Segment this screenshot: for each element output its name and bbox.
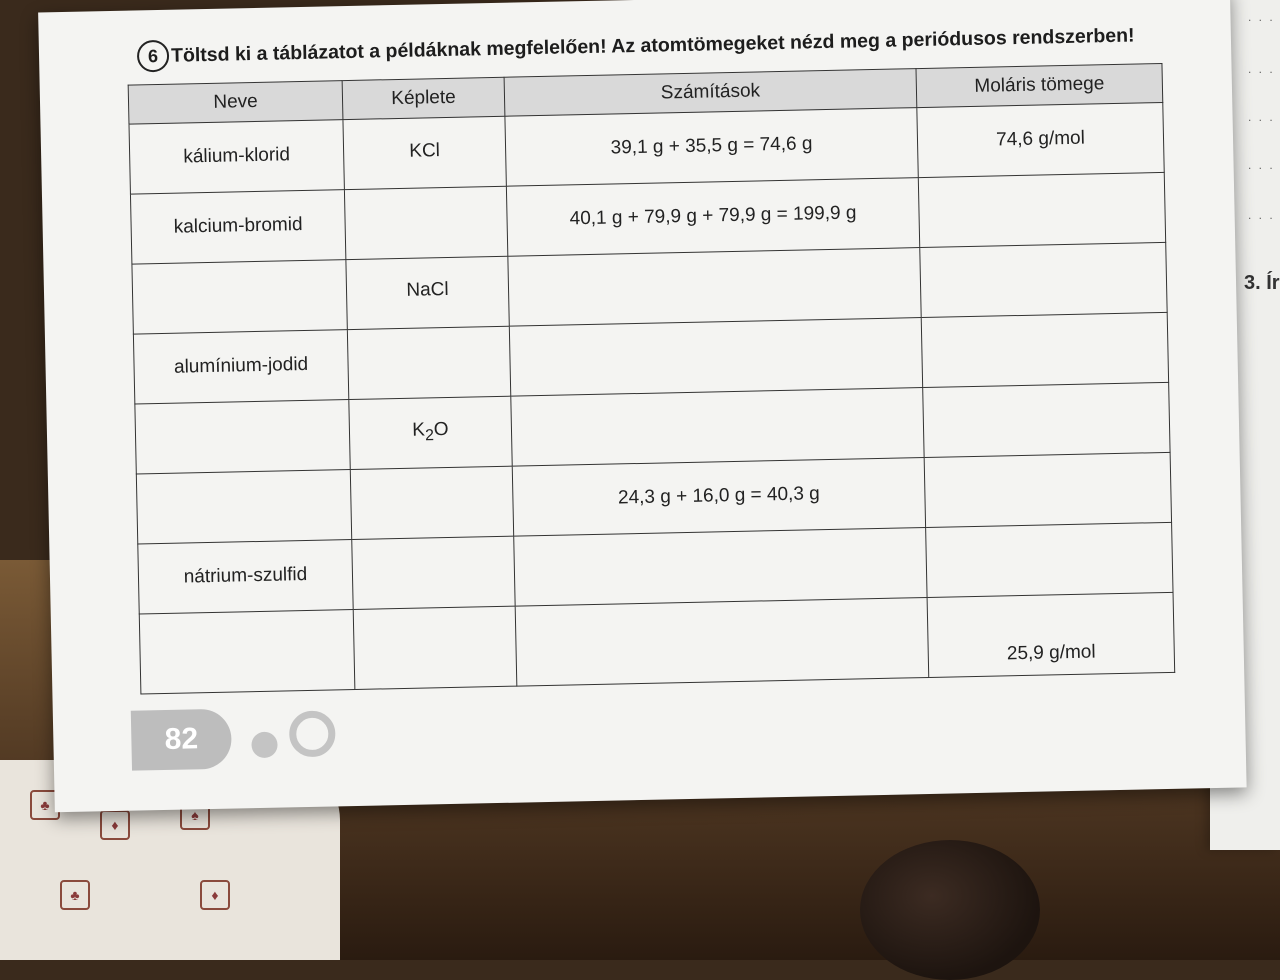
card-motif: ♠: [180, 800, 210, 830]
card-motif: ♦: [200, 880, 230, 910]
dotted-line: . . .: [1248, 158, 1275, 172]
cell-calculation[interactable]: [508, 247, 921, 326]
cell-molar-mass[interactable]: [920, 242, 1167, 317]
cell-name[interactable]: kálium-klorid: [129, 120, 344, 194]
task-instruction: Töltsd ki a táblázatot a példáknak megfelelően! Az atomtömegeket nézd meg a periódusos rendszerben!: [170, 24, 1135, 67]
cell-formula[interactable]: NaCl: [346, 256, 509, 329]
cell-name[interactable]: [139, 609, 355, 694]
cell-formula[interactable]: [353, 606, 517, 690]
cell-calculation[interactable]: 24,3 g + 16,0 g = 40,3 g: [512, 457, 925, 536]
dotted-line: . . .: [1248, 110, 1275, 124]
card-motif: ♣: [30, 790, 60, 820]
cell-formula[interactable]: [347, 326, 510, 399]
cell-formula[interactable]: KCl: [343, 116, 506, 189]
page-number: 82: [131, 709, 232, 771]
dotted-line: . . .: [1248, 62, 1275, 76]
cell-molar-mass[interactable]: [924, 452, 1171, 527]
cell-calculation[interactable]: [514, 527, 927, 606]
cell-name[interactable]: nátrium-szulfid: [138, 539, 353, 613]
cell-molar-mass[interactable]: [921, 312, 1168, 387]
task-number: 6: [137, 40, 170, 73]
cell-molar-mass[interactable]: 25,9 g/mol: [927, 592, 1175, 677]
cell-name[interactable]: [136, 469, 351, 543]
header-molar-mass: Moláris tömege: [916, 63, 1163, 107]
card-motif: ♦: [100, 810, 130, 840]
cell-formula[interactable]: $K_2O$: [349, 396, 512, 469]
header-name: Neve: [128, 81, 343, 124]
facing-page-label: 3. Ír: [1244, 272, 1280, 294]
finger-shadow: [860, 840, 1040, 980]
cell-formula[interactable]: [350, 466, 513, 539]
cell-name[interactable]: [135, 399, 350, 473]
decorative-ring: [289, 710, 336, 757]
cell-molar-mass[interactable]: [918, 172, 1165, 247]
cell-formula[interactable]: [352, 536, 515, 609]
cell-name[interactable]: alumínium-jodid: [133, 329, 348, 403]
molar-mass-table: [128, 63, 1176, 695]
cell-calculation[interactable]: 39,1 g + 35,5 g = 74,6 g: [505, 108, 918, 187]
task-heading: [137, 18, 1197, 72]
decorative-dot: [251, 732, 278, 759]
header-formula: Képlete: [342, 77, 505, 119]
dotted-line: . . .: [1248, 208, 1275, 222]
cell-calculation[interactable]: [511, 387, 924, 466]
header-calculations: Számítások: [504, 69, 917, 117]
cell-molar-mass[interactable]: [926, 522, 1173, 597]
cell-name[interactable]: [132, 259, 347, 333]
cell-formula[interactable]: [344, 186, 507, 259]
cell-calculation[interactable]: 40,1 g + 79,9 g + 79,9 g = 199,9 g: [506, 178, 919, 257]
cell-molar-mass[interactable]: [923, 382, 1170, 457]
workbook-page: [38, 0, 1246, 812]
cell-calculation[interactable]: [515, 597, 929, 686]
cell-name[interactable]: kalcium-bromid: [130, 190, 345, 264]
cell-calculation[interactable]: [509, 317, 922, 396]
dotted-line: . . .: [1248, 10, 1275, 24]
cell-molar-mass[interactable]: 74,6 g/mol: [917, 102, 1164, 177]
card-motif: ♣: [60, 880, 90, 910]
